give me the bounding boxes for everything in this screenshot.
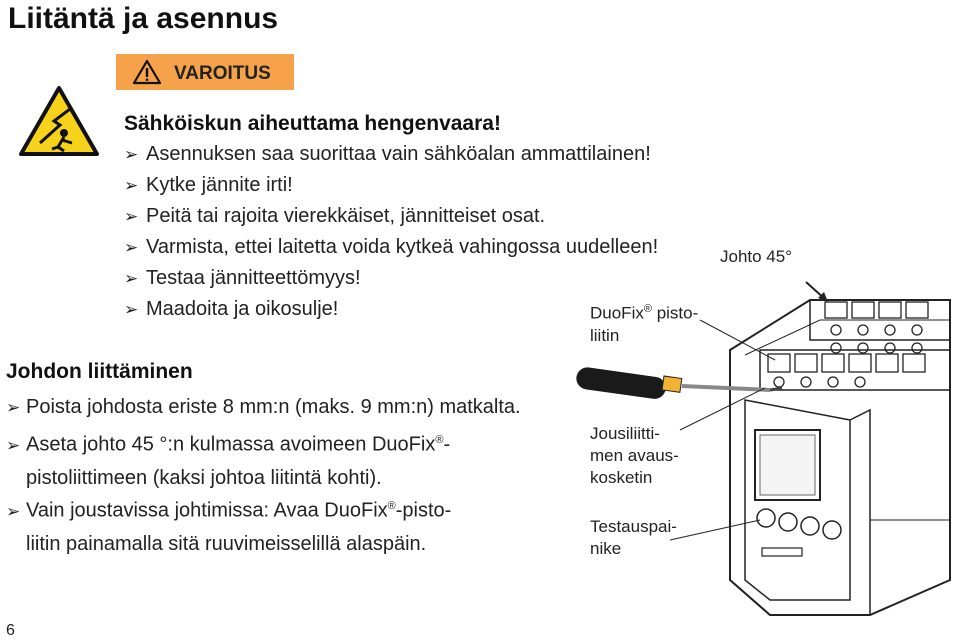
wire-angle-label: Johto 45° <box>720 247 793 266</box>
arrow-bullet-icon: ➢ <box>6 398 21 417</box>
arrow-bullet-icon: ➢ <box>6 435 21 455</box>
registered-mark: ® <box>387 500 396 512</box>
connection-step: ➢ Aseta johto 45 °:n kulmassa avoimeen DuoFix®- pistoliittimeen (kaksi johtoa liitintä kohti). <box>6 424 450 495</box>
hazard-heading: Sähköiskun aiheuttama hengenvaara! <box>124 112 501 135</box>
warning-label: VAROITUS <box>174 63 271 84</box>
warning-item: ➢ Kytke jännite irti! <box>124 174 293 196</box>
arrow-bullet-icon: ➢ <box>124 300 139 319</box>
arrow-bullet-icon: ➢ <box>124 145 139 164</box>
arrow-bullet-icon: ➢ <box>6 501 21 521</box>
arrow-bullet-icon: ➢ <box>124 207 139 226</box>
warning-item: ➢ Varmista, ettei laitetta voida kytkeä vahingossa uudelleen! <box>124 236 659 258</box>
warning-triangle-icon <box>132 59 162 85</box>
warning-item: ➢ Asennuksen saa suorittaa vain sähköalan ammattilainen! <box>124 143 651 165</box>
registered-mark: ® <box>435 434 444 446</box>
arrow-bullet-icon: ➢ <box>124 269 139 288</box>
electric-shock-hazard-icon <box>18 85 100 157</box>
arrow-bullet-icon: ➢ <box>124 238 139 257</box>
connection-step: ➢ Poista johdosta eriste 8 mm:n (maks. 9 mm:n) matkalta. <box>6 391 521 424</box>
warning-item: ➢ Maadoita ja oikosulje! <box>124 298 339 320</box>
page-title: Liitäntä ja asennus <box>8 2 279 35</box>
warning-item: ➢ Peitä tai rajoita vierekkäiset, jännitteiset osat. <box>124 205 546 227</box>
spring-contact-label: Jousiliitti- men avaus- kosketin <box>590 424 679 487</box>
arrow-bullet-icon: ➢ <box>124 176 139 195</box>
connection-heading: Johdon liittäminen <box>6 360 193 383</box>
test-button-label: Testauspai- nike <box>590 517 677 558</box>
connection-step: ➢ Vain joustavissa johtimissa: Avaa DuoFix®-pisto- liitin painamalla sitä ruuvimeisselillä alaspäin. <box>6 490 451 561</box>
warning-item: ➢ Testaa jännitteettömyys! <box>124 267 361 289</box>
duofix-label: DuoFix® pisto- liitin <box>590 303 699 345</box>
page-number: 6 <box>6 622 15 639</box>
